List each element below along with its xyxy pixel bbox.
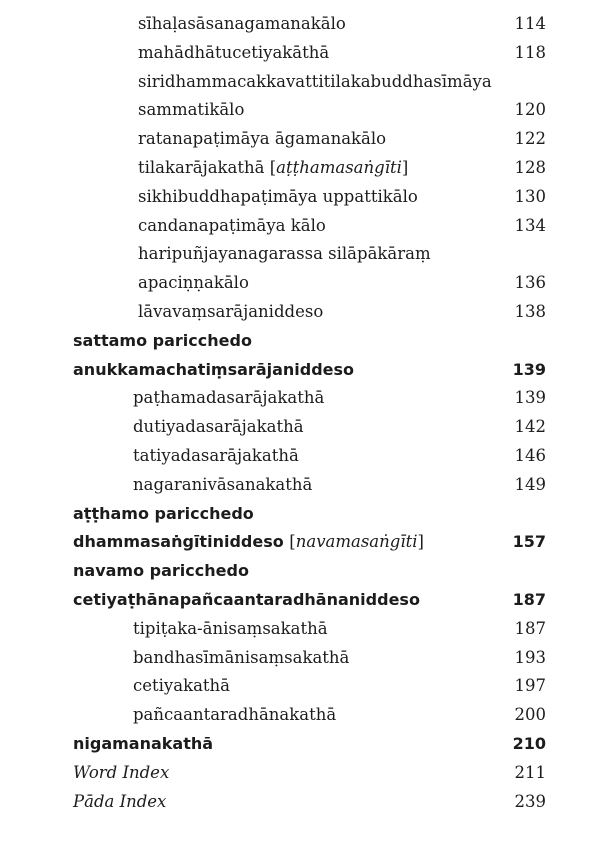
section-title: anukkamachatiṃsarājaniddeso bbox=[73, 359, 355, 379]
entry-title: dutiyadasarājakathā bbox=[133, 417, 304, 437]
entry-page: 139 bbox=[514, 388, 546, 408]
entry-page: 200 bbox=[514, 705, 546, 725]
section-title: cetiyaṭhānapañcaantaradhānaniddeso bbox=[73, 589, 420, 609]
section-page: 139 bbox=[512, 359, 546, 379]
entry-title: candanapaṭimāya kālo bbox=[138, 215, 326, 235]
toc-entry bbox=[0, 269, 600, 298]
section-page: 187 bbox=[512, 589, 546, 609]
entry-title: haripuñjayanagarassa silāpākāraṃ bbox=[138, 244, 431, 264]
entry-page: 118 bbox=[514, 42, 546, 62]
entry-title: ratanapaṭimāya āgamanakālo bbox=[138, 129, 387, 149]
entry-title: sikhibuddhapaṭimāya uppattikālo bbox=[138, 186, 418, 206]
entry-title: mahādhātucetiyakāthā bbox=[138, 42, 330, 62]
entry-page: 134 bbox=[514, 215, 546, 235]
toc-entry bbox=[0, 183, 600, 212]
entry-page: 193 bbox=[514, 647, 546, 667]
entry-page: 197 bbox=[514, 676, 546, 696]
entry-title: siridhammacakkavattitilakabuddhasīmāya bbox=[138, 71, 492, 91]
toc-entry bbox=[0, 10, 600, 39]
entry-title: bandhasīmānisaṃsakathā bbox=[133, 647, 350, 667]
toc-entry bbox=[0, 471, 600, 500]
entry-title: pañcaantaradhānakathā bbox=[133, 705, 337, 725]
entry-title: paṭhamadasarājakathā bbox=[133, 388, 325, 408]
toc-entry bbox=[0, 298, 600, 327]
index-entry bbox=[0, 788, 600, 817]
toc-entry bbox=[0, 644, 600, 673]
index-title: Pāda Index bbox=[73, 791, 167, 811]
entry-title: tatiyadasarājakathā bbox=[133, 445, 299, 465]
entry-page: 136 bbox=[514, 273, 546, 293]
section-title: nigamanakathā bbox=[73, 733, 214, 753]
entry-page: 142 bbox=[514, 417, 546, 437]
toc-entry bbox=[0, 672, 600, 701]
section-entry bbox=[0, 356, 600, 385]
toc-entry bbox=[0, 125, 600, 154]
entry-title: lāvavaṃsarājaniddeso bbox=[138, 301, 324, 321]
chapter-title: sattamo paricchedo bbox=[73, 330, 252, 350]
entry-page: 128 bbox=[514, 157, 546, 177]
section-entry bbox=[0, 586, 600, 615]
section-note: navamasaṅgīti bbox=[295, 532, 418, 552]
chapter-heading bbox=[0, 500, 600, 529]
toc-entry bbox=[0, 96, 600, 125]
entry-page: 114 bbox=[514, 14, 546, 33]
entry-page: 187 bbox=[514, 618, 546, 638]
entry-title-text: tilakarājakathā bbox=[138, 157, 265, 177]
entry-title: sīhaḷasāsanagamanakālo bbox=[138, 14, 346, 33]
section-page: 210 bbox=[512, 733, 546, 753]
entry-page: 138 bbox=[514, 301, 546, 321]
section-note-wrapper: [navamasaṅgīti] bbox=[289, 532, 424, 552]
chapter-heading bbox=[0, 557, 600, 586]
toc-entry bbox=[0, 154, 600, 183]
index-entry bbox=[0, 759, 600, 788]
chapter-heading bbox=[0, 327, 600, 356]
entry-page: 149 bbox=[514, 474, 546, 494]
toc-entry bbox=[0, 413, 600, 442]
section-title: dhammasaṅgītiniddeso bbox=[73, 532, 284, 552]
section-title-with-note bbox=[73, 528, 424, 557]
index-title: Word Index bbox=[73, 762, 170, 782]
entry-page: 146 bbox=[514, 445, 546, 465]
section-entry bbox=[0, 528, 600, 557]
chapter-title: navamo paricchedo bbox=[73, 561, 249, 581]
section-page: 157 bbox=[512, 532, 546, 552]
section-entry bbox=[0, 730, 600, 759]
toc-entry bbox=[0, 615, 600, 644]
toc-entry bbox=[0, 442, 600, 471]
toc-entry bbox=[0, 212, 600, 241]
toc-entry bbox=[0, 240, 600, 269]
entry-title: apaciṇṇakālo bbox=[138, 273, 249, 293]
chapter-title: aṭṭhamo paricchedo bbox=[73, 503, 254, 523]
entry-title: nagaranivāsanakathā bbox=[133, 474, 313, 494]
entry-page: 120 bbox=[514, 100, 546, 120]
toc-entry bbox=[0, 68, 600, 97]
entry-title: sammatikālo bbox=[138, 100, 245, 120]
index-page: 239 bbox=[514, 791, 546, 811]
toc-entry bbox=[0, 384, 600, 413]
entry-title: cetiyakathā bbox=[133, 676, 231, 696]
index-page: 211 bbox=[514, 762, 546, 782]
entry-page: 122 bbox=[514, 129, 546, 149]
table-of-contents bbox=[0, 10, 600, 816]
toc-entry bbox=[0, 701, 600, 730]
entry-title-with-note: tilakarājakathā [aṭṭhamasaṅgīti] bbox=[138, 157, 409, 177]
entry-title: tipiṭaka-ānisaṃsakathā bbox=[133, 618, 328, 638]
entry-note: aṭṭhamasaṅgīti bbox=[276, 157, 402, 177]
toc-entry bbox=[0, 39, 600, 68]
entry-page: 130 bbox=[514, 186, 546, 206]
